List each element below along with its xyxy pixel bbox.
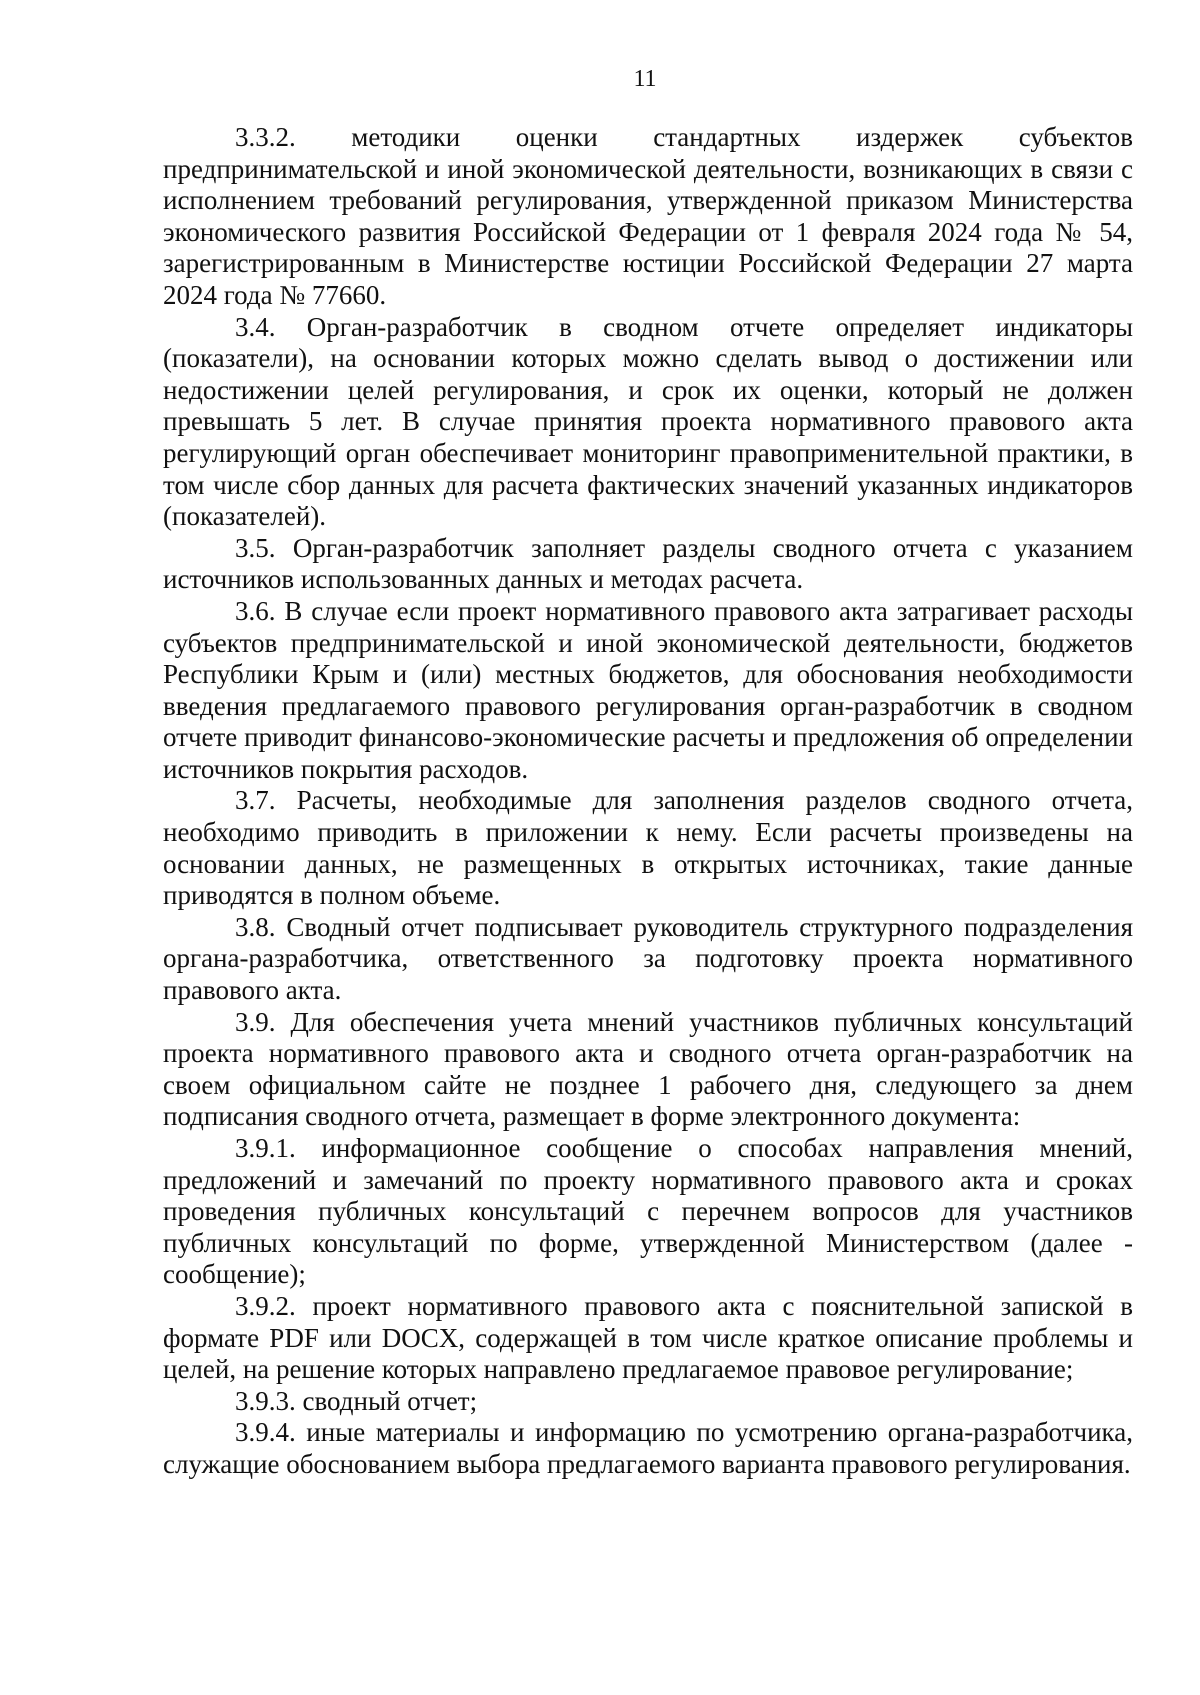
- paragraph-3-8: 3.8. Сводный отчет подписывает руководитель структурного подразделения органа-разработчика, ответственного за подготовку проекта нормативного правового акта.: [163, 911, 1133, 1006]
- paragraph-3-9-3: 3.9.3. сводный отчет;: [235, 1385, 478, 1416]
- paragraph-3-4: 3.4. Орган-разработчик в сводном отчете определяет индикаторы (показатели), на основании которых можно сделать вывод о достижении или недостижении целей регулирования, и срок их оценки, который не должен превышать 5 лет. В случае принятия проекта нормативного правового акта регулирующий орган обеспечивает мониторинг правоприменительной практики, в том числе сбор данных для расчета фактических значений указанных индикаторов (показателей).: [163, 311, 1133, 532]
- paragraph-3-9-4: 3.9.4. иные материалы и информацию по усмотрению органа-разработчика, служащие обоснованием выбора предлагаемого варианта правового регулирования.: [163, 1417, 1133, 1479]
- paragraph-3-3-2: 3.3.2. методики оценки стандартных издержек субъектов предпринимательской и иной экономической деятельности, возникающих в связи с исполнением требований регулирования, утвержденной приказом Министерства экономического развития Российской Федерации от 1 февраля 2024 года № 54, зарегистрированным в Министерстве юстиции Российской Федерации 27 марта 2024 года № 77660.: [163, 122, 1133, 310]
- paragraph-3-9-1: 3.9.1. информационное сообщение о способах направления мнений, предложений и замечаний по проекту нормативного правового акта и сроках проведения публичных консультаций с перечнем вопросов для участников публичных консультаций по форме, утвержденной Министерством (далее - сообщение);: [163, 1133, 1133, 1290]
- paragraph-3-5: 3.5. Орган-разработчик заполняет разделы сводного отчета с указанием источников использованных данных и методах расчета.: [163, 532, 1133, 595]
- paragraph-3-7: 3.7. Расчеты, необходимые для заполнения разделов сводного отчета, необходимо приводить в приложении к нему. Если расчеты произведены на основании данных, не размещенных в открытых источниках, такие данные приводятся в полном объеме.: [163, 785, 1133, 911]
- page-number: 11: [633, 66, 657, 92]
- paragraph-3-9: 3.9. Для обеспечения учета мнений участников публичных консультаций проекта нормативного правового акта и сводного отчета орган-разработчик на своем официальном сайте не позднее 1 рабочего дня, следующего за днем подписания сводного отчета, размещает в форме электронного документа:: [163, 1006, 1133, 1132]
- paragraph-3-6: 3.6. В случае если проект нормативного правового акта затрагивает расходы субъектов предпринимательской и иной экономической деятельности, бюджетов Республики Крым и (или) местных бюджетов, для обоснования необходимости введения предлагаемого правового регулирования орган-разработчик в сводном отчете приводит финансово-экономические расчеты и предложения об определении источников покрытия расходов.: [163, 595, 1133, 784]
- paragraph-3-9-2: 3.9.2. проект нормативного правового акта с пояснительной запиской в формате PDF или DOCX, содержащей в том числе краткое описание проблемы и целей, на решение которых направлено предлагаемое правовое регулирование;: [163, 1290, 1133, 1385]
- document-body: [163, 122, 1133, 1481]
